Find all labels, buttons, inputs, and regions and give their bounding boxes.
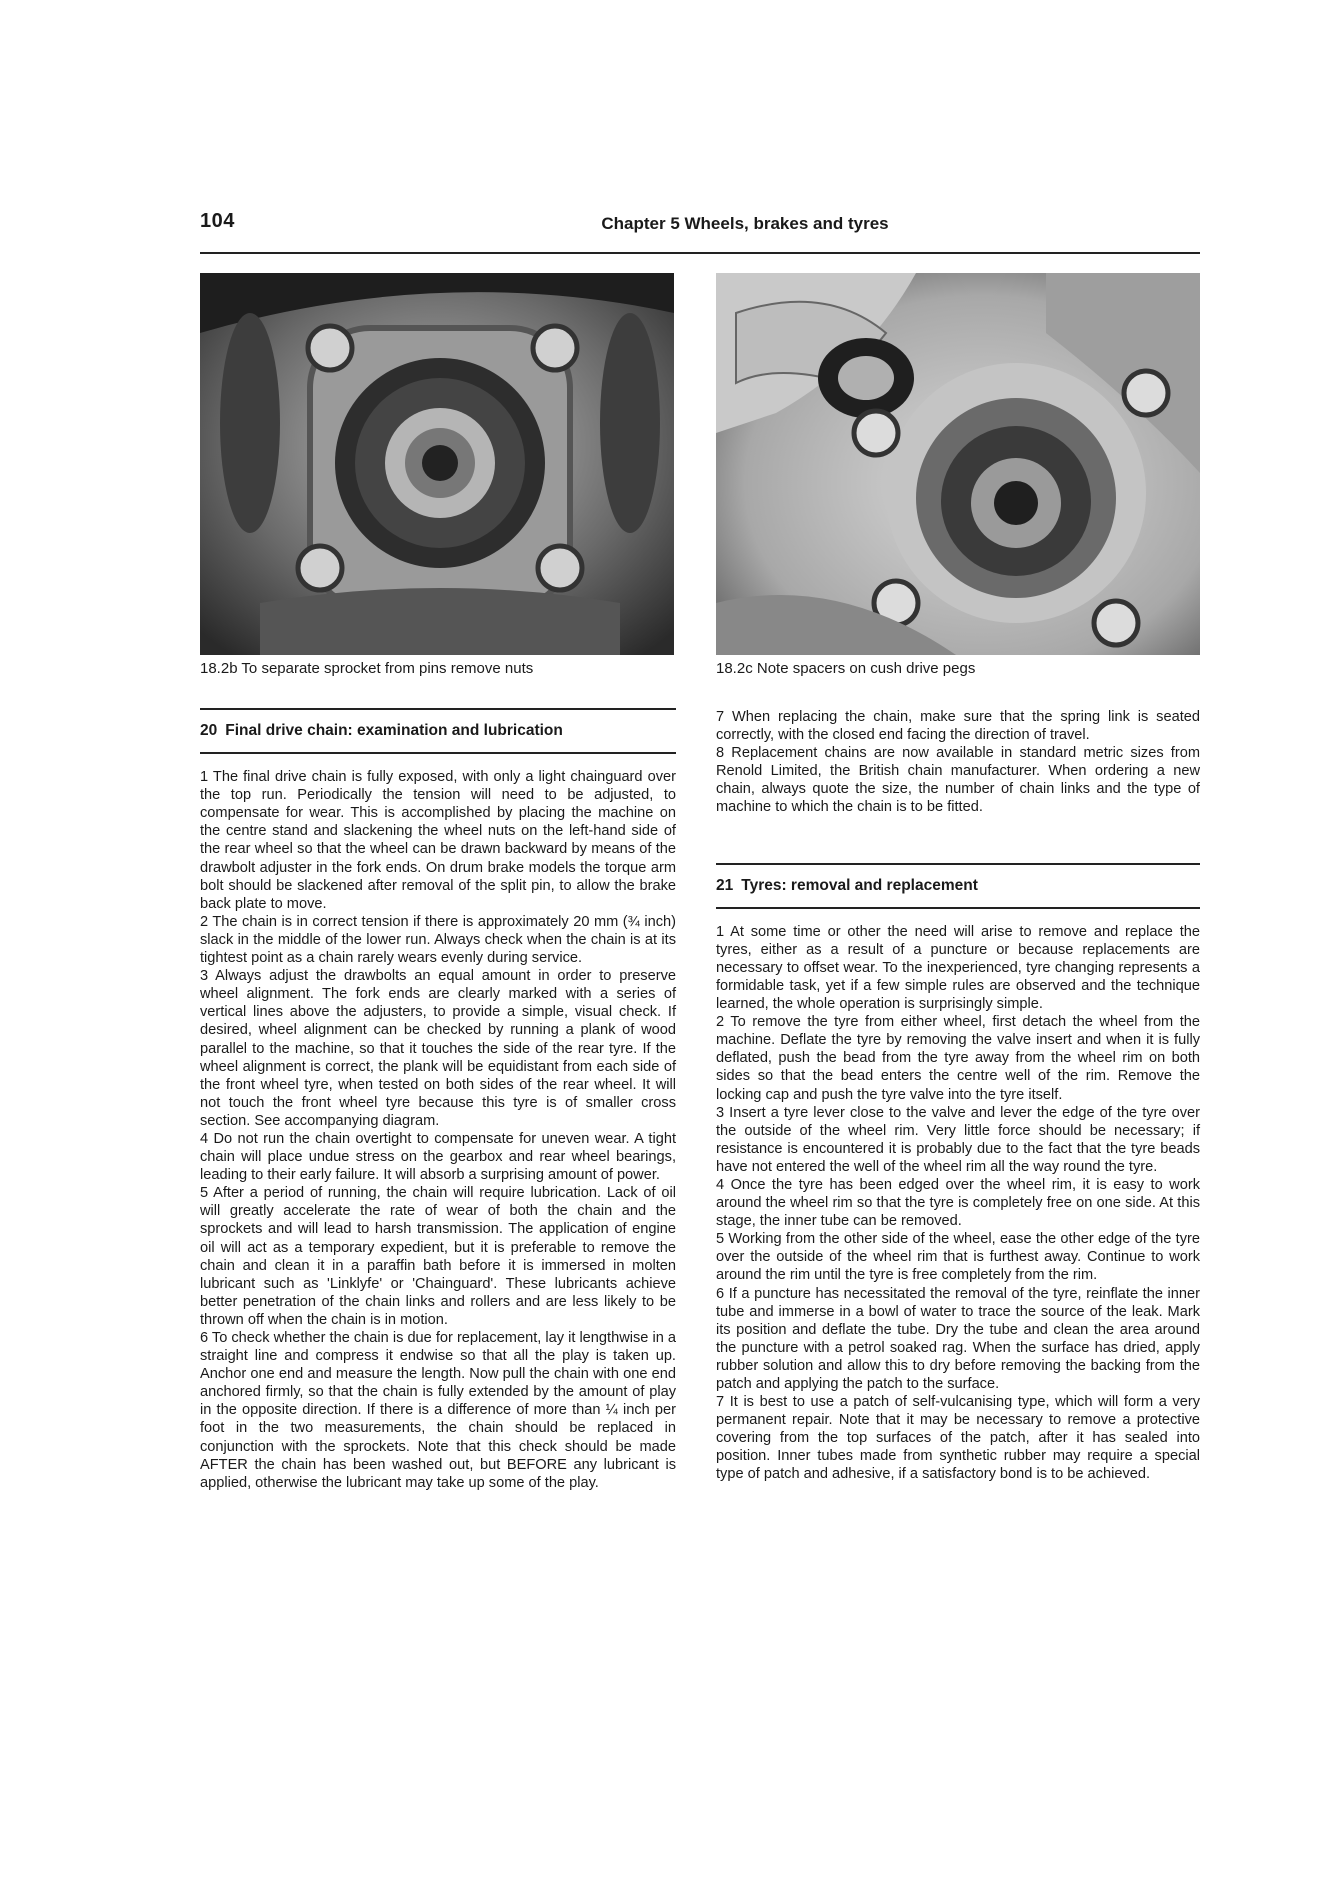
page-number: 104: [200, 210, 235, 232]
paragraph: 2 To remove the tyre from either wheel, first detach the wheel from the machine. Deflate the tyre by removing the valve insert and when it is fully deflated, push the bead from the tyre away from the wheel rim on both sides so that the bead enters the centre well of the rim. Remove the locking cap and push the tyre valve into the tyre itself.: [716, 1014, 1200, 1103]
paragraph: 2 The chain is in correct tension if there is approximately 20 mm (¾ inch) slack in the middle of the lower run. Always check when the chain is at its tightest point as a chain rarely wears evenly during service.: [200, 913, 676, 967]
paragraph: 6 To check whether the chain is due for replacement, lay it lengthwise in a straight line and compress it endwise so that all the play is taken up. Anchor one end and measure the length. Now pull the chain with one end anchored firmly, so that the chain is fully extended by the amount of play in the opposite direction. If there is a difference of more than ¼ inch per foot in the two measurements, the chain should be replaced in conjunction with the sprockets. Note that this check should be made AFTER the chain has been washed out, but BEFORE any lubricant is applied, otherwise the lubricant may take up some of the play.: [200, 1330, 676, 1491]
photo-cush-drive-hub: [716, 273, 1200, 655]
section-title: Final drive chain: examination and lubrication: [225, 722, 563, 739]
paragraph: 7 It is best to use a patch of self-vulcanising type, which will form a very permanent repair. Note that it may be necessary to remove a protective covering from the top surfaces of the patch, after it has sealed into position. Inner tubes made from synthetic rubber may require a special type of patch and adhesive, if a satisfactory bond is to be achieved.: [716, 1394, 1200, 1483]
paragraph: 6 If a puncture has necessitated the removal of the tyre, reinflate the inner tube and immerse in a bowl of water to trace the source of the leak. Mark its position and deflate the tube. Dry the tube and clean the area around the puncture with a petrol soaked rag. When the surface has dried, apply rubber solution and allow this to dry before removing the backing from the patch and applying the patch to the surface.: [716, 1285, 1200, 1392]
chapter-title: Chapter 5 Wheels, brakes and tyres: [601, 214, 889, 233]
figure-caption: 18.2b To separate sprocket from pins remove nuts: [200, 660, 534, 677]
paragraph: 5 After a period of running, the chain will require lubrication. Lack of oil will greatly accelerate the rate of wear of both the chain and the sprockets and will lead to harsh transmission. The application of engine oil will act as a temporary expedient, but it is preferable to remove the chain and clean it in a paraffin bath before it is immersed in molten lubricant such as 'Linklyfe' or 'Chainguard'. These lubricants achieve better penetration of the chain links and rollers and are less likely to be thrown off when the chain is in motion.: [200, 1185, 676, 1328]
paragraph: 7 When replacing the chain, make sure that the spring link is seated correctly, with the closed end facing the direction of travel.: [716, 709, 1200, 744]
paragraph: 8 Replacement chains are now available in standard metric sizes from Renold Limited, the British chain manufacturer. When ordering a new chain, always quote the size, the number of chain links and the type of machine to which the chain is to be fitted.: [716, 745, 1200, 816]
paragraph: 4 Do not run the chain overtight to compensate for uneven wear. A tight chain will place undue stress on the gearbox and rear wheel bearings, leading to their early failure. It will absorb a surprising amount of power.: [200, 1130, 676, 1184]
section-heading: [716, 863, 1200, 909]
paragraph: 3 Always adjust the drawbolts an equal amount in order to preserve wheel alignment. The fork ends are clearly marked with a series of vertical lines above the adjusters, to provide a simple, visual check. If desired, wheel alignment can be checked by running a plank of wood parallel to the machine, so that it touches the side of the rear tyre. If the wheel alignment is correct, the plank will be equidistant from each side of the front wheel tyre, when tested on both sides of the rear wheel. It will not touch the front wheel tyre because this tyre is of smaller cross section. See accompanying diagram.: [200, 968, 676, 1129]
header-rule: [200, 252, 1200, 254]
section-number: 20: [200, 722, 218, 739]
paragraph: 5 Working from the other side of the wheel, ease the other edge of the tyre over the outside of the wheel rim that is furthest away. Continue to work around the rim until the tyre is free completely from the rim.: [716, 1231, 1200, 1284]
paragraph: 3 Insert a tyre lever close to the valve and lever the edge of the tyre over the outside of the wheel rim. Very little force should be necessary; if resistance is encountered it is probably due to the fact that the tyre beads have not entered the well of the wheel rim all the way round the tyre.: [716, 1104, 1200, 1175]
section-title: Tyres: removal and replacement: [741, 876, 978, 894]
paragraph: 1 The final drive chain is fully exposed, with only a light chainguard over the top run. Periodically the tension will need to be adjusted, to compensate for wear. This is accomplished by placing the machine on the centre stand and slackening the wheel nuts on the left-hand side of the rear wheel so that the wheel can be drawn backward by means of the drawbolt adjuster in the fork ends. On drum brake models the torque arm bolt should be slackened after removal of the split pin, to allow the brake back plate to move.: [200, 769, 676, 912]
page-header: [200, 210, 1200, 240]
paragraph: 4 Once the tyre has been edged over the wheel rim, it is easy to work around the wheel rim so that the tyre is completely free on one side. At this stage, the inner tube can be removed.: [716, 1176, 1200, 1230]
section-number: 21: [716, 876, 734, 894]
figure-caption: 18.2c Note spacers on cush drive pegs: [716, 660, 976, 677]
section-heading: [200, 708, 676, 754]
paragraph: 1 At some time or other the need will arise to remove and replace the tyres, either as a result of a puncture or because replacements are necessary to offset wear. To the inexperienced, tyre changing represents a formidable task, yet if a few simple rules are observed and the technique learned, the whole operation is surprisingly simple.: [716, 923, 1200, 1013]
right-column: [716, 708, 1200, 1484]
section-gap: [716, 817, 1200, 863]
left-column: [200, 708, 676, 1492]
photo-sprocket-hub: [200, 273, 674, 655]
